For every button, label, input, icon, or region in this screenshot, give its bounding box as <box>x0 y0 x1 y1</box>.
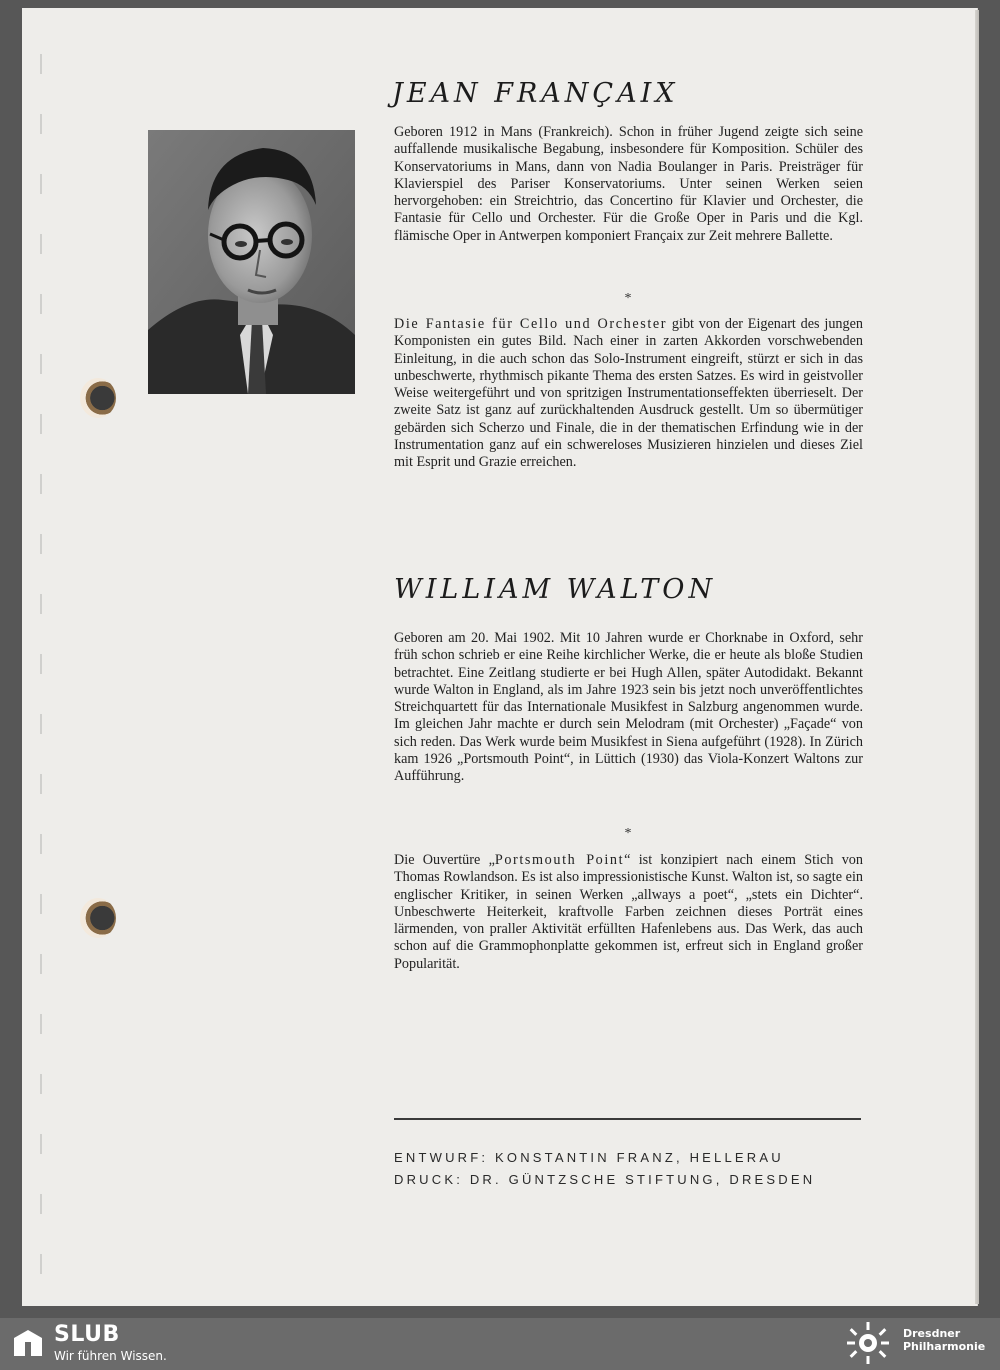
section-title: JEAN FRANÇAIX <box>392 78 679 109</box>
slub-name[interactable]: SLUB <box>54 1322 120 1347</box>
paragraph-prefix: Die Ouvertüre „ <box>394 852 495 868</box>
biography-paragraph: Geboren 1912 in Mans (Frankreich). Schon in früher Jugend zeigte sich seine auffallende musikalische Begabung, insbesondere für Komposition. Schüler des Konservatoriums in Mans, dann von Nadia Boulanger in Paris. Preisträger für Klavierspiel des Pariser Konservatoriums. Unter seinen Werken seien hervorgehoben: ein Streichtrio, das Concertino für Klavier und Orchester, die Fantasie für Cello und Orchester. Für die Große Oper in Paris und die Kgl. flämische Oper in Antwerpen komponiert Françaix zur Zeit mehrere Ballette. <box>394 124 863 244</box>
punch-hole <box>80 898 116 938</box>
section-separator: * <box>624 291 632 306</box>
biography-paragraph: Geboren am 20. Mai 1902. Mit 10 Jahren wurde er Chorknabe in Oxford, sehr früh schon schrieb er eine Reihe kirchlicher Werke, die er heute als bloße Studien betrachtet. Eine Zeitlang studierte er bei Hugh Allen, später Autodidakt. Bekannt wurde Walton in England, als im Jahre 1923 sein bis jetzt noch unveröffentlichtes Streichquartett für das Internationale Musikfest in Salzburg angenommen wurde. Im gleichen Jahr machte er durch sein Melodram (mit Orchester) „Façade“ von sich reden. Das Werk wurde beim Musikfest in Siena aufgeführt (1928). In Zürich kam 1926 „Portsmouth Point“, in Lüttich (1930) das Viola-Konzert Waltons zur Aufführung. <box>394 630 863 785</box>
design-credit: ENTWURF: KONSTANTIN FRANZ, HELLERAU <box>394 1150 784 1165</box>
work-title: Die Fantasie für Cello und Orchester <box>394 316 668 332</box>
work-description-paragraph <box>394 852 863 973</box>
divider-rule <box>394 1118 861 1120</box>
philharmonie-name-line2: Philharmonie <box>903 1340 986 1353</box>
slub-logo-icon[interactable] <box>12 1326 44 1362</box>
philharmonie-logo-icon[interactable] <box>840 1320 896 1370</box>
work-description-paragraph <box>394 316 863 472</box>
philharmonie-name-line1: Dresdner <box>903 1327 961 1340</box>
paragraph-body: “ ist konzipiert nach einem Stich von Thomas Rowlandson. Es ist also impressionistische Kunst. Walton ist, so sagte ein englischer Kritiker, in seinen Werken „allways a poet“, „stets ein Dichter“. Unbeschwerte Heiterkeit, kraftvolle Farben zeichnen dieses Porträt eines lärmenden, von praller Aktivität erfüllten Hafenlebens aus. Das Werk, das auch schon auf die Grammophonplatte gekommen ist, erfreut sich in England großer Popularität. <box>394 852 863 972</box>
paragraph-body: gibt von der Eigenart des jungen Komponisten ein gutes Bild. Nach einer in zarten Akkorden vorschwebenden Einleitung, in die auch schon das Solo-Instrument eingreift, stürzt er sich in das unbeschwerte, rhythmisch pikante Thema des ersten Satzes. Es wird in geistvoller Weise weitergeführt und von spritzigen Instrumentationseffekten überrieselt. Der zweite Satz ist ganz auf zurückhaltenden Ausdruck gestellt. Um so übermütiger gebärden sich Scherzo und Finale, die in der thematischen Erfindung wie in der Instrumentation ganz auf ein schwereloses Musizieren hinzielen und dieses Ziel mit Esprit und Grazie erreichen. <box>394 316 863 471</box>
section-title: WILLIAM WALTON <box>394 574 717 605</box>
punch-hole <box>80 378 116 418</box>
slub-tagline: Wir führen Wissen. <box>54 1349 167 1363</box>
print-credit: DRUCK: DR. GÜNTZSCHE STIFTUNG, DRESDEN <box>394 1172 816 1187</box>
portrait-photo-francaix <box>148 130 355 394</box>
philharmonie-name[interactable] <box>903 1327 985 1353</box>
footer-bar <box>0 1318 1000 1367</box>
section-separator: * <box>624 826 632 841</box>
binding-stitches <box>40 14 42 1304</box>
work-title: Portsmouth Point <box>494 852 625 868</box>
page-edge <box>975 10 979 1304</box>
